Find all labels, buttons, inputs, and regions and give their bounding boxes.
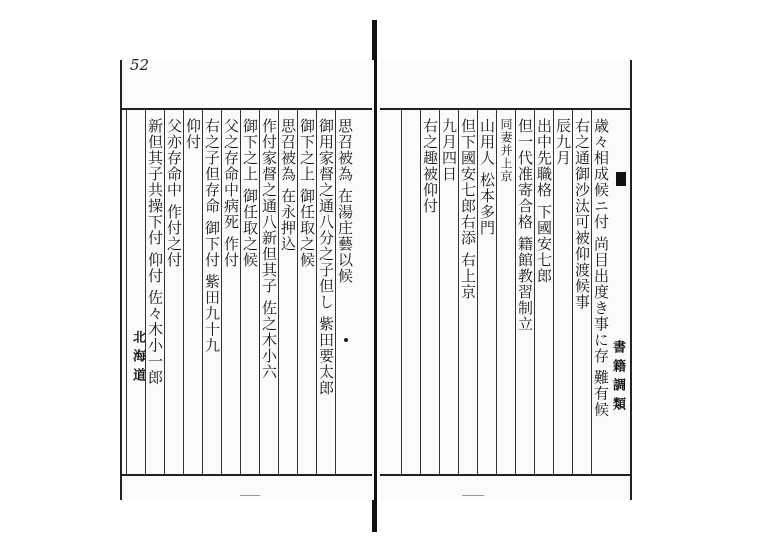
right-page [380,60,632,500]
text-column: 但下國安七郎右添 右上京 [459,118,477,300]
text-column: 作付家督之通八新但其子 佐之木小六 [260,118,278,380]
right-bottom-rule [380,474,630,476]
text-column: 出中先職格 下國安七郎 [535,118,553,284]
text-column: 思召被為 在永押込 [279,118,297,252]
column-rule [183,110,184,474]
page-number: 52 [130,56,150,74]
text-column: 辰九月 [554,118,572,166]
margin-tab [616,172,626,186]
column-rule [401,110,402,474]
text-column: 思召被為 在湯庄藝以候 [336,118,354,284]
column-rule [126,110,127,474]
text-column: 御下之上 御任取之候 [241,118,259,268]
text-column: 父之存命中病死 作付 [222,118,240,268]
left-page [120,60,374,500]
text-column: 右之子但存命 御下付 紫田九十九 [203,118,221,354]
text-column: 右之通御沙汰可被仰渡候事 [573,118,591,310]
left-bottom-rule [120,474,372,476]
text-column: 歳々相成候ニ付 尚目出度き事に存 難有候 [592,118,610,418]
text-column: 御用家督之通八分之子但し 紫田要太郎 [317,118,335,396]
trim-mark [462,495,484,496]
left-margin-title: 北海道 [130,330,145,387]
text-column: 仰付 [184,118,202,150]
ink-dot [344,338,348,342]
text-column: 但一代准寄合格 籍館教習制立 [516,118,534,332]
text-column: 新但其子共操下付 仰付 佐々木小一郎 [146,118,164,386]
text-column: 九月四日 [440,118,458,182]
text-column: 父亦存命中 作付之付 [165,118,183,268]
trim-mark [240,495,260,496]
text-column: 山用人 松本多門 [478,118,496,236]
column-rule [496,110,497,474]
text-column: 右之趣被仰付 [421,118,439,214]
right-top-rule [380,108,630,110]
right-margin-title: 書籍調類 [610,340,625,416]
text-column: 同妻并上京 [499,118,513,183]
left-top-rule [120,108,372,110]
text-column: 御下之上 御任取之候 [298,118,316,268]
